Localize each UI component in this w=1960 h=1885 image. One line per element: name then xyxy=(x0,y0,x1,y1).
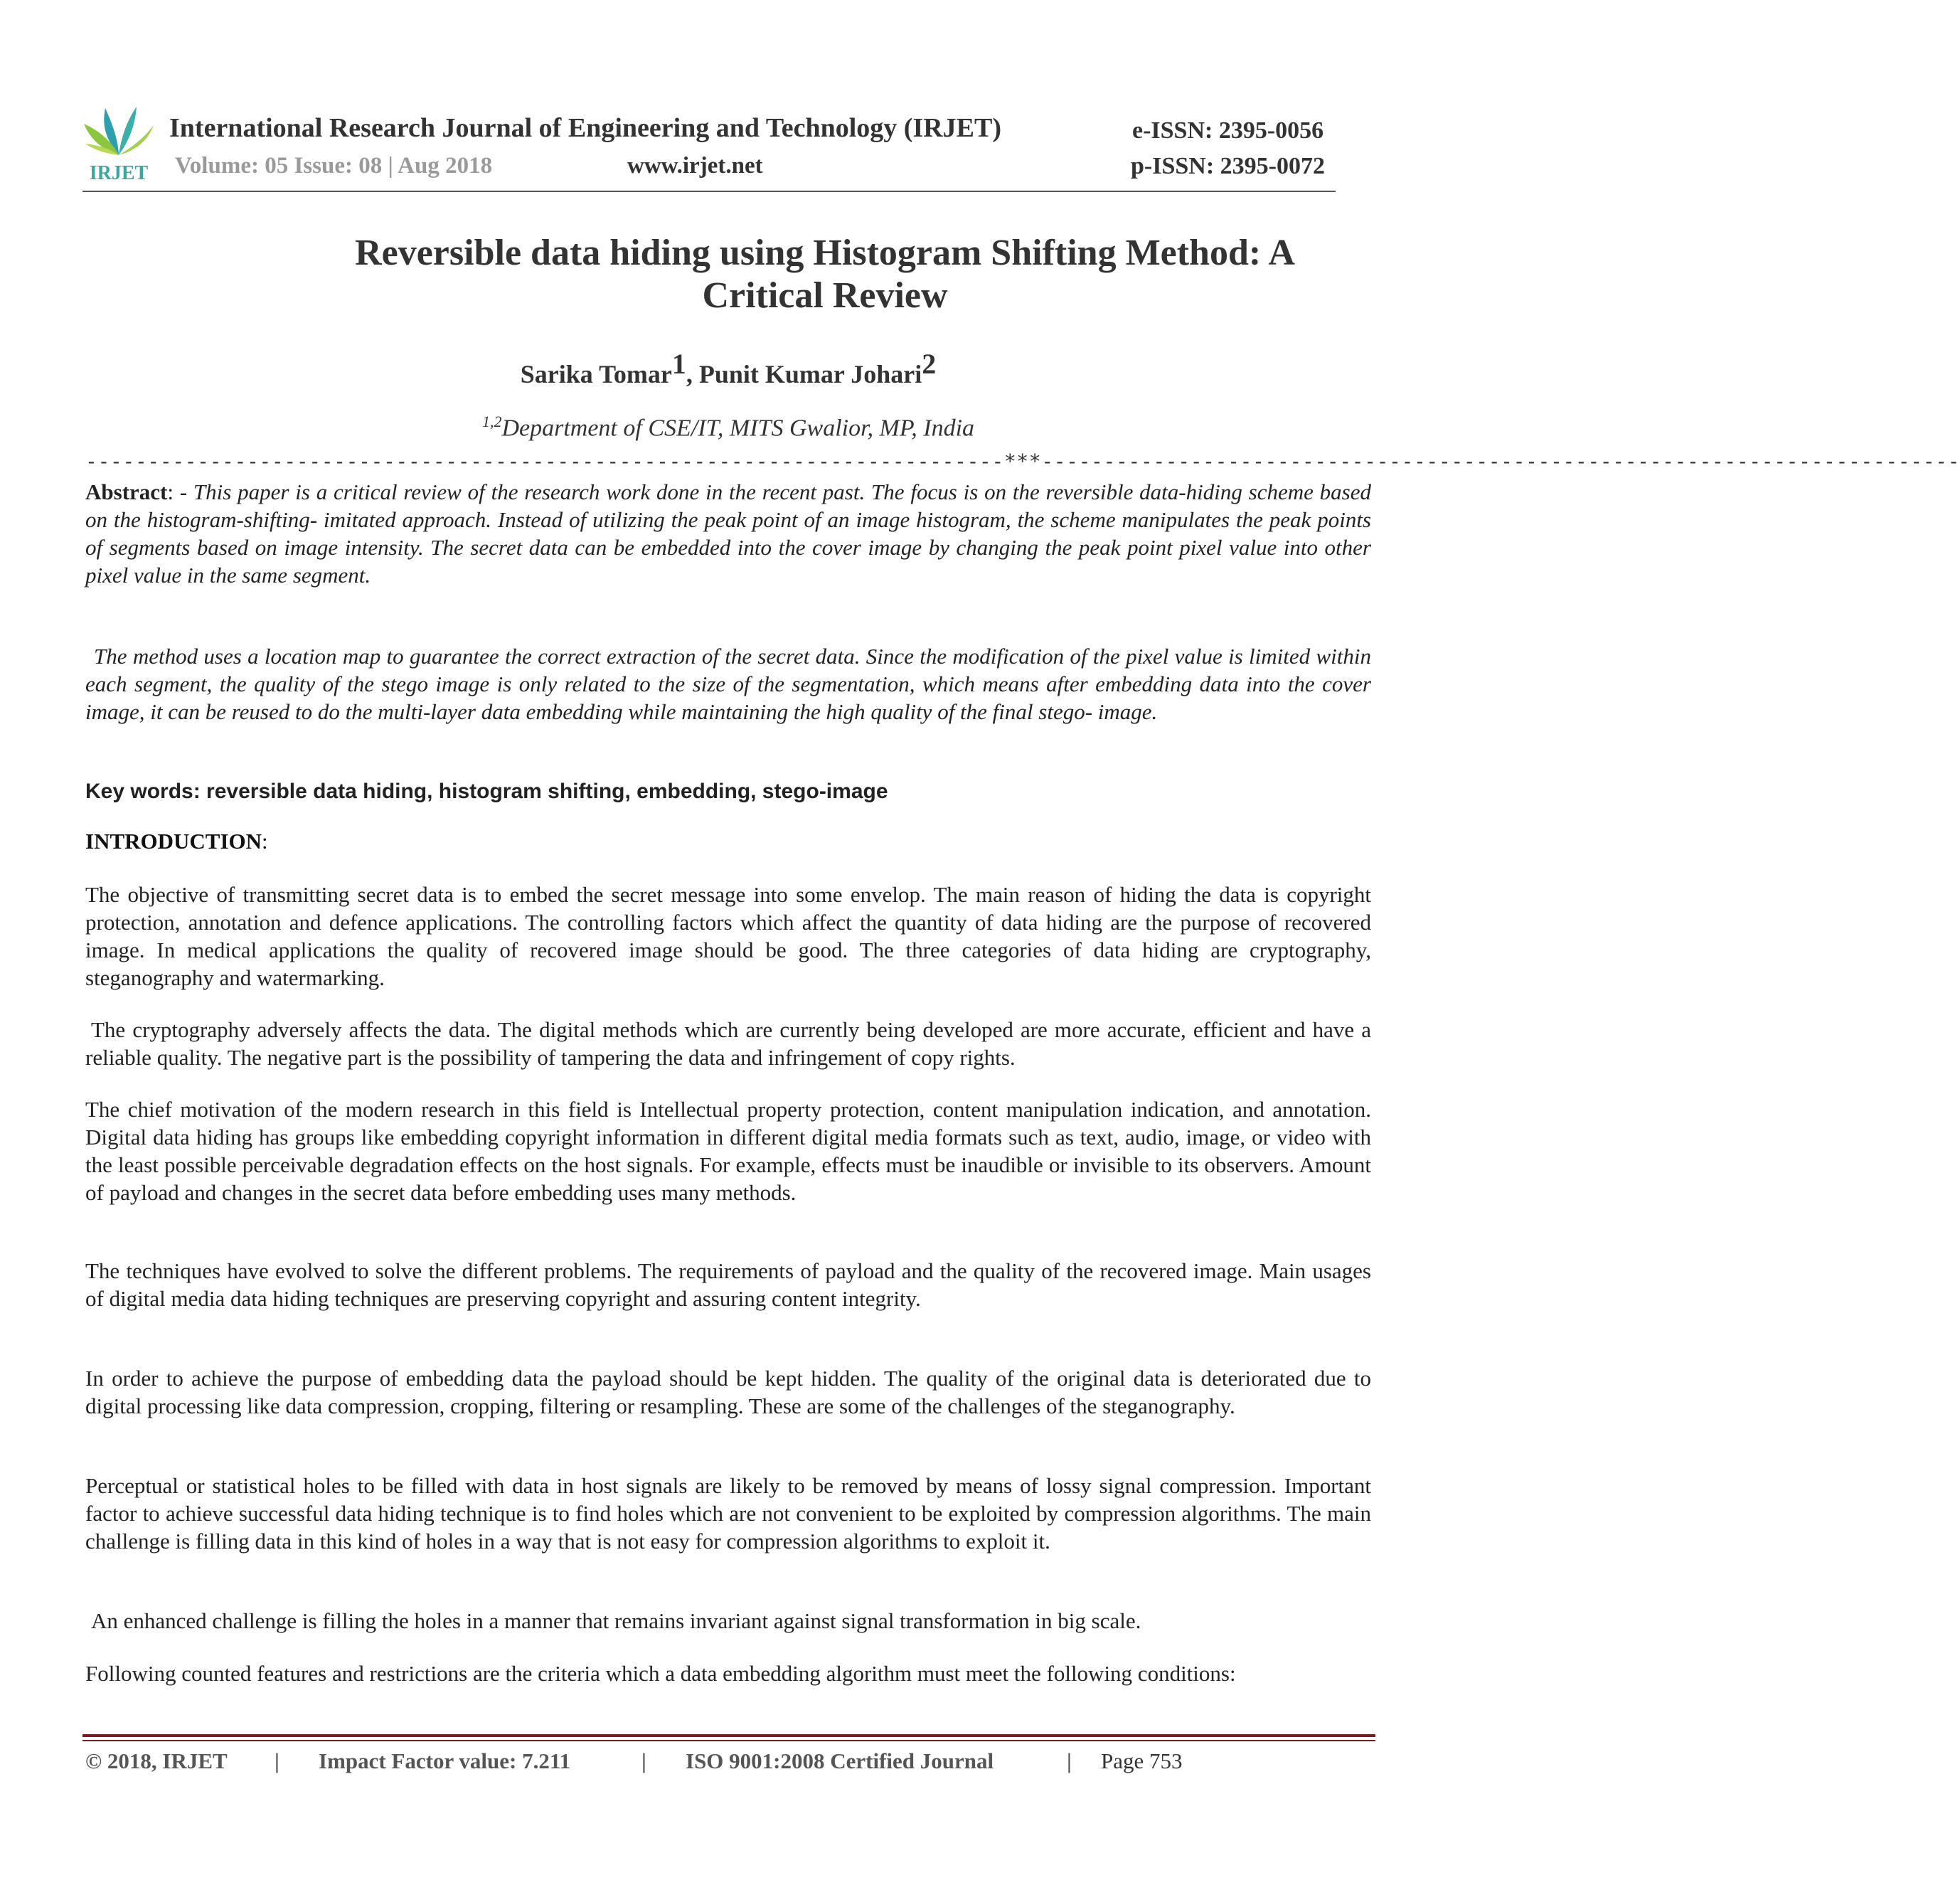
abstract-label-suffix: : - xyxy=(167,479,193,504)
footer-separator: | xyxy=(1067,1748,1072,1773)
author-name: Sarika Tomar xyxy=(520,360,672,388)
title-line-2: Critical Review xyxy=(702,275,948,316)
body-paragraph: The cryptography adversely affects the data. The digital methods which are currently being developed are more accurate, efficient and have a reliable quality. The negative part is the possibility of tampering the data and infringement of copy rights. xyxy=(85,1017,1371,1070)
body-paragraph: Following counted features and restrictions are the criteria which a data embedding algorithm must meet the following conditions: xyxy=(85,1661,1236,1686)
abstract-label: Abstract xyxy=(85,479,168,504)
eissn: e-ISSN: 2395-0056 xyxy=(1132,117,1324,144)
journal-name: International Research Journal of Engineering and Technology (IRJET) xyxy=(169,113,1002,143)
author-superscript: 2 xyxy=(922,348,937,380)
body-paragraph: In order to achieve the purpose of embedding data the payload should be kept hidden. The quality of the original data is deteriorated due to digital processing like data compression, cropping, filtering or resampling. These are some of the challenges of the steganography. xyxy=(85,1366,1371,1418)
footer-iso: ISO 9001:2008 Certified Journal xyxy=(686,1748,994,1773)
title-line-1: Reversible data hiding using Histogram Shifting Method: A xyxy=(355,233,1295,273)
abstract-paragraph xyxy=(85,478,1371,589)
author-superscript: 1 xyxy=(671,348,686,380)
footer-separator: | xyxy=(275,1748,279,1773)
journal-website-link[interactable]: www.irjet.net xyxy=(627,153,763,179)
body-paragraph: The objective of transmitting secret data is to embed the secret message into some envelop. The main reason of hiding the data is copyright protection, annotation and defence applications. The controlling factors which affect the quantity of data hiding are the purpose of recovered image. In medical applications the quality of recovered image should be good. The three categories of data hiding are cryptography, steganography and watermarking. xyxy=(85,882,1371,990)
abstract-paragraph: The method uses a location map to guarantee the correct extraction of the secret data. Since the modification of the pixel value is limited within each segment, the quality of the stego image is only related to the size of the segmentation, which means after embedding data into the cover image, it can be reused to do the multi-layer data embedding while maintaining the high quality of the final stego- image. xyxy=(85,644,1371,724)
paper-title xyxy=(185,232,1465,317)
logo-text: IRJET xyxy=(89,162,149,184)
body-paragraph: Perceptual or statistical holes to be filled with data in host signals are likely to be removed by means of lossy signal compression. Important factor to achieve successful data hiding technique is to find holes which are not convenient to be exploited by compression algorithms. The main challenge is filling data in this kind of holes in a way that is not easy for compression algorithms to exploit it. xyxy=(85,1473,1371,1554)
abstract-text: This paper is a critical review of the research work done in the recent past. The focus is on the reversible data-hiding scheme based on the histogram-shifting- imitated approach. Instead of utilizing the peak point of an image histogram, the scheme manipulates the peak points of segments based on image intensity. The secret data can be embedded into the cover image by changing the peak point pixel value into other pixel value in the same segment. xyxy=(85,479,1371,588)
footer-impact-factor: Impact Factor value: 7.211 xyxy=(319,1748,571,1773)
keywords: Key words: reversible data hiding, histogram shifting, embedding, stego-image xyxy=(85,780,888,803)
affiliation-superscript: 1,2 xyxy=(481,413,502,430)
author-separator: , xyxy=(686,360,699,388)
volume-issue: Volume: 05 Issue: 08 | Aug 2018 xyxy=(175,153,493,179)
pissn: p-ISSN: 2395-0072 xyxy=(1131,153,1325,179)
body-paragraph: The chief motivation of the modern research in this field is Intellectual property protection, content manipulation indication, and annotation. Digital data hiding has groups like embedding copyright information in different digital media formats such as text, audio, image, or video with the least possible perceivable degradation effects on the host signals. For example, effects must be inaudible or invisible to its observers. Amount of payload and changes in the secret data before embedding uses many methods. xyxy=(85,1097,1371,1205)
footer-divider xyxy=(82,1734,1375,1737)
section-heading-text: INTRODUCTION xyxy=(85,829,262,854)
irjet-logo xyxy=(80,100,158,185)
footer-divider-thin xyxy=(82,1740,1375,1741)
footer-separator: | xyxy=(641,1748,646,1773)
author-name: Punit Kumar Johari xyxy=(698,360,922,388)
affiliation-text: Department of CSE/IT, MITS Gwalior, MP, India xyxy=(501,415,975,442)
footer-copyright: © 2018, IRJET xyxy=(85,1748,228,1773)
footer-page-number: Page 753 xyxy=(1101,1748,1183,1773)
header-divider xyxy=(82,191,1336,192)
body-paragraph: The techniques have evolved to solve the different problems. The requirements of payload and the quality of the recovered image. Main usages of digital media data hiding techniques are preserving copyright and assuring content integrity. xyxy=(85,1258,1371,1311)
section-heading xyxy=(85,829,268,854)
body-paragraph: An enhanced challenge is filling the holes in a manner that remains invariant against signal transformation in big scale. xyxy=(91,1608,1141,1633)
section-separator: --------------------------------------------------------------------------***-------------------------------------------------------------------------- xyxy=(85,450,1960,473)
author-list xyxy=(0,347,1456,389)
affiliation xyxy=(0,413,1456,442)
section-heading-suffix: : xyxy=(262,829,268,854)
